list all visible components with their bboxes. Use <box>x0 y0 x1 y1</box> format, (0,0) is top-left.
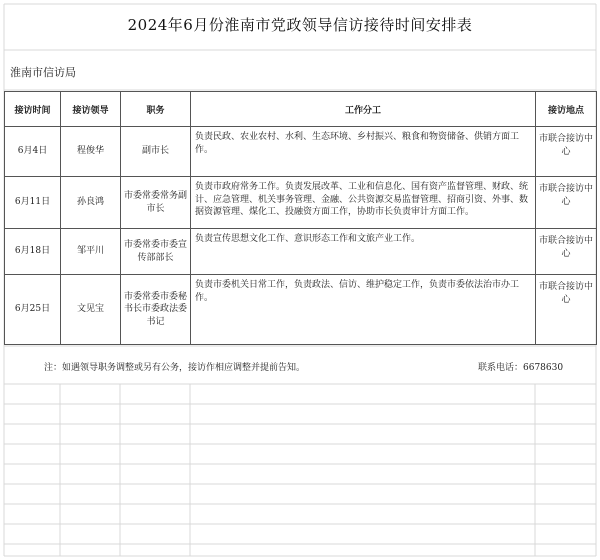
cell-position: 副市长 <box>121 127 191 177</box>
header-date: 接访时间 <box>5 92 61 127</box>
schedule-table <box>4 91 597 345</box>
cell-duties: 负责民政、农业农村、水利、生态环境、乡村振兴、粮食和物资储备、供销方面工作。 <box>191 127 536 177</box>
table-row <box>5 275 597 345</box>
cell-date: 6月25日 <box>5 275 61 345</box>
cell-leader: 邹平川 <box>61 229 121 275</box>
table-row <box>5 177 597 229</box>
header-duties: 工作分工 <box>191 92 536 127</box>
cell-position: 市委常委市委秘书长市委政法委书记 <box>121 275 191 345</box>
header-position: 职务 <box>121 92 191 127</box>
cell-leader: 文见宝 <box>61 275 121 345</box>
cell-leader: 孙良鸿 <box>61 177 121 229</box>
cell-date: 6月18日 <box>5 229 61 275</box>
cell-place: 市联合接访中心 <box>536 275 597 345</box>
cell-place: 市联合接访中心 <box>536 177 597 229</box>
cell-place: 市联合接访中心 <box>536 229 597 275</box>
cell-position: 市委常委市委宣传部部长 <box>121 229 191 275</box>
page-title: 2024年6月份淮南市党政领导信访接待时间安排表 <box>127 16 473 34</box>
table-row <box>5 127 597 177</box>
cell-duties: 负责宣传思想文化工作、意识形态工作和文旅产业工作。 <box>191 229 536 275</box>
cell-duties: 负责市委机关日常工作，负责政法、信访、维护稳定工作，负责市委依法治市办工作。 <box>191 275 536 345</box>
header-leader: 接访领导 <box>61 92 121 127</box>
table-header-row <box>5 92 597 127</box>
cell-place: 市联合接访中心 <box>536 127 597 177</box>
footnote: 注：如遇领导职务调整或另有公务，接访作相应调整并提前告知。 <box>44 363 306 373</box>
cell-position: 市委常委常务副市长 <box>121 177 191 229</box>
contact-phone: 联系电话：6678630 <box>478 363 564 373</box>
header-place: 接访地点 <box>536 92 597 127</box>
cell-date: 6月11日 <box>5 177 61 229</box>
issuer-label: 淮南市信访局 <box>10 66 76 79</box>
table-row <box>5 229 597 275</box>
cell-duties: 负责市政府常务工作。负责发展改革、工业和信息化、国有资产监督管理、财政、统计、应急管理、机关事务管理、金融、公共资源交易监督管理、招商引资、外事、数据资源管理、煤化工、投融资方面工作，协助市长负责审计方面工作。 <box>191 177 536 229</box>
cell-leader: 程俊华 <box>61 127 121 177</box>
cell-date: 6月4日 <box>5 127 61 177</box>
